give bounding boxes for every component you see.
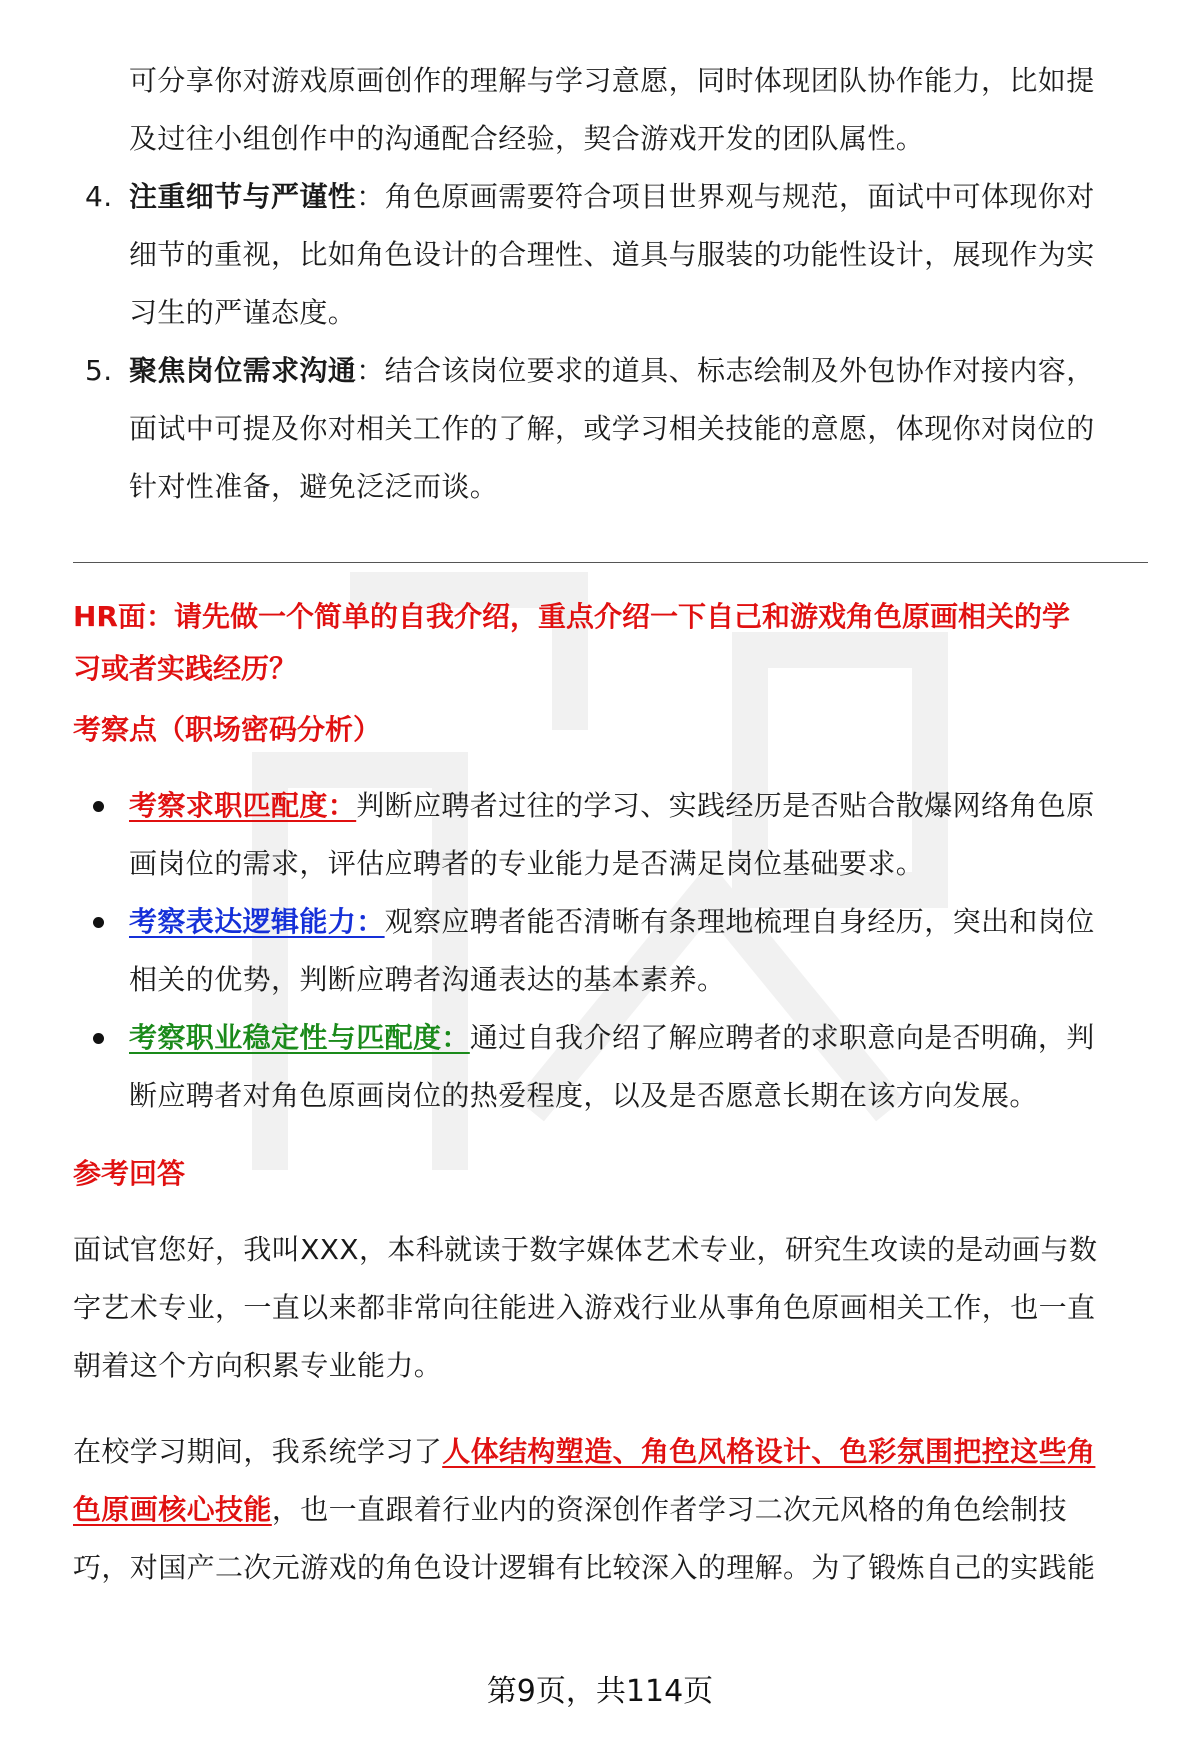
text-line: 细节的重视，比如角色设计的合理性、道具与服装的功能性设计，展现作为实 <box>129 238 1095 271</box>
item-number: 4. <box>85 180 113 213</box>
item-text: 结合该岗位要求的道具、标志绘制及外包协作对接内容， <box>384 354 1095 387</box>
paragraph-gap <box>73 1395 1148 1423</box>
answer-heading: 参考回答 <box>73 1157 186 1190</box>
assessment-point-3 <box>73 1009 1148 1125</box>
point-text: 判断应聘者过往的学习、实践经历是否贴合散爆网络角色原 <box>356 789 1095 822</box>
text-line <box>129 168 1148 226</box>
answer-paragraph-2 <box>73 1423 1148 1597</box>
text-span: 在校学习期间，我系统学习了 <box>73 1435 443 1468</box>
item-title: 注重细节与严谨性 <box>129 180 357 213</box>
page-footer: 第9页，共114页 <box>486 1674 714 1709</box>
question-line: 习或者实践经历？ <box>73 652 298 685</box>
assessment-point-1 <box>73 777 1148 893</box>
text-line: 习生的严谨态度。 <box>129 296 357 329</box>
point-text: 通过自我介绍了解应聘者的求职意向是否明确，判 <box>469 1021 1095 1054</box>
text-line: 画岗位的需求，评估应聘者的专业能力是否满足岗位基础要求。 <box>129 847 925 880</box>
highlight-text: 色原画核心技能 <box>73 1493 272 1526</box>
item-sep: ： <box>356 180 385 213</box>
highlight-text: 人体结构塑造、角色风格设计、色彩氛围把控这些角 <box>442 1435 1096 1468</box>
item-title: 聚焦岗位需求沟通 <box>129 354 357 387</box>
bullet-dot <box>93 917 104 928</box>
section-divider <box>73 562 1148 563</box>
text-line <box>129 893 1148 951</box>
item-text: 角色原画需要符合项目世界观与规范，面试中可体现你对 <box>384 180 1095 213</box>
hr-question <box>73 591 1148 695</box>
text-line <box>73 1423 1148 1481</box>
numbered-item-5 <box>73 342 1148 516</box>
text-line: 断应聘者对角色原画岗位的热爱程度，以及是否愿意长期在该方向发展。 <box>129 1079 1038 1112</box>
text-line: 朝着这个方向积累专业能力。 <box>73 1349 443 1382</box>
text-line <box>129 342 1148 400</box>
question-line: HR面：请先做一个简单的自我介绍，重点介绍一下自己和游戏角色原画相关的学 <box>73 600 1070 633</box>
point-keyword: 考察表达逻辑能力： <box>129 905 385 938</box>
text-line: 及过往小组创作中的沟通配合经验，契合游戏开发的团队属性。 <box>129 122 925 155</box>
text-line: 巧，对国产二次元游戏的角色设计逻辑有比较深入的理解。为了锻炼自己的实践能 <box>73 1551 1096 1584</box>
point-text: 观察应聘者能否清晰有条理地梳理自身经历，突出和岗位 <box>384 905 1095 938</box>
assessment-point-2 <box>73 893 1148 1009</box>
text-line: 可分享你对游戏原画创作的理解与学习意愿，同时体现团队协作能力，比如提 <box>129 64 1095 97</box>
assessment-heading: 考察点（职场密码分析） <box>73 713 382 746</box>
numbered-item-4 <box>73 168 1148 342</box>
text-line <box>129 777 1148 835</box>
text-line: 面试中可提及你对相关工作的了解，或学习相关技能的意愿，体现你对岗位的 <box>129 412 1095 445</box>
text-line: 相关的优势，判断应聘者沟通表达的基本素养。 <box>129 963 726 996</box>
text-span: ，也一直跟着行业内的资深创作者学习二次元风格的角色绘制技 <box>271 1493 1068 1526</box>
document-page <box>73 52 1148 1597</box>
continued-paragraph <box>73 52 1148 168</box>
bullet-dot <box>93 1033 104 1044</box>
text-line: 字艺术专业，一直以来都非常向往能进入游戏行业从事角色原画相关工作，也一直 <box>73 1291 1096 1324</box>
text-line <box>73 1481 1148 1539</box>
answer-paragraph-1 <box>73 1221 1148 1395</box>
text-line: 面试官您好，我叫XXX，本科就读于数字媒体艺术专业，研究生攻读的是动画与数 <box>73 1233 1098 1266</box>
point-keyword: 考察职业稳定性与匹配度： <box>129 1021 470 1054</box>
item-sep: ： <box>356 354 385 387</box>
bullet-dot <box>93 801 104 812</box>
point-keyword: 考察求职匹配度： <box>129 789 357 822</box>
text-line: 针对性准备，避免泛泛而谈。 <box>129 470 499 503</box>
text-line <box>129 1009 1148 1067</box>
item-number: 5. <box>85 354 113 387</box>
